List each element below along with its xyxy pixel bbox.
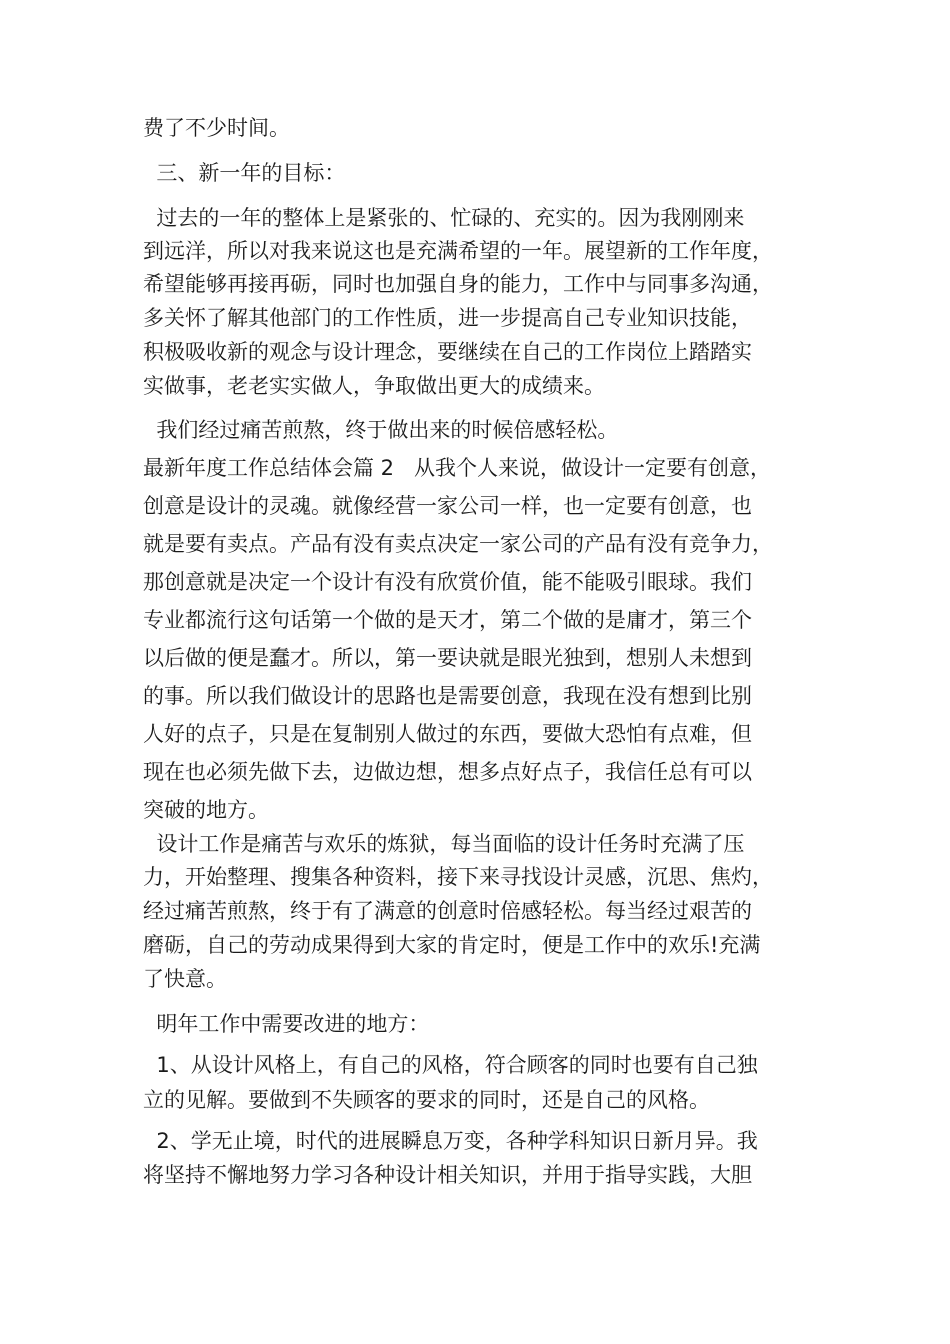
text-line: 希望能够再接再砺，同时也加强自身的能力，工作中与同事多沟通，	[143, 272, 773, 296]
text-line: 那创意就是决定一个设计有没有欣赏价值，能不能吸引眼球。我们	[143, 570, 752, 594]
text-line: 立的见解。要做到不失顾客的要求的同时，还是自己的风格。	[143, 1088, 710, 1112]
text-line: 力，开始整理、搜集各种资料，接下来寻找设计灵感，沉思、焦灼，	[143, 865, 773, 889]
text-line: 了快意。	[143, 967, 227, 991]
text-line: 的事。所以我们做设计的思路也是需要创意，我现在没有想到比别	[143, 684, 752, 708]
text-line: 到远洋，所以对我来说这也是充满希望的一年。展望新的工作年度，	[143, 239, 773, 263]
text-line: 创意是设计的灵魂。就像经营一家公司一样，也一定要有创意，也	[143, 494, 752, 518]
text-line: 设计工作是痛苦与欢乐的炼狱，每当面临的设计任务时充满了压	[143, 832, 745, 856]
text-line: 费了不少时间。	[143, 116, 290, 140]
text-line: 将坚持不懈地努力学习各种设计相关知识，并用于指导实践，大胆	[143, 1163, 752, 1187]
section-heading: 明年工作中需要改进的地方：	[143, 1012, 430, 1036]
text-line: 积极吸收新的观念与设计理念，要继续在自己的工作岗位上踏踏实	[143, 340, 752, 364]
text-line: 人好的点子，只是在复制别人做过的东西，要做大恐怕有点难，但	[143, 722, 752, 746]
article-title-line: 最新年度工作总结体会篇 2 从我个人来说，做设计一定要有创意，	[143, 456, 772, 480]
text-line: 现在也必须先做下去，边做边想，想多点好点子，我信任总有可以	[143, 760, 752, 784]
text-line: 以后做的便是蠢才。所以，第一要诀就是眼光独到，想别人未想到	[143, 646, 752, 670]
text-line: 突破的地方。	[143, 798, 269, 822]
section-heading: 三、新一年的目标：	[143, 161, 346, 185]
text-line: 我们经过痛苦煎熬，终于做出来的时候倍感轻松。	[143, 418, 619, 442]
text-line: 过去的一年的整体上是紧张的、忙碌的、充实的。因为我刚刚来	[143, 206, 745, 230]
text-line: 实做事，老老实实做人，争取做出更大的成绩来。	[143, 374, 605, 398]
text-line: 磨砺，自己的劳动成果得到大家的肯定时，便是工作中的欢乐!充满	[143, 933, 761, 957]
list-item: 2、学无止境，时代的进展瞬息万变，各种学科知识日新月异。我	[143, 1129, 758, 1153]
text-line: 多关怀了解其他部门的工作性质，进一步提高自己专业知识技能，	[143, 306, 752, 330]
text-line: 经过痛苦煎熬，终于有了满意的创意时倍感轻松。每当经过艰苦的	[143, 899, 752, 923]
text-line: 就是要有卖点。产品有没有卖点决定一家公司的产品有没有竞争力，	[143, 532, 773, 556]
list-item: 1、从设计风格上，有自己的风格，符合顾客的同时也要有自己独	[143, 1053, 758, 1077]
text-line: 专业都流行这句话第一个做的是天才，第二个做的是庸才，第三个	[143, 608, 752, 632]
